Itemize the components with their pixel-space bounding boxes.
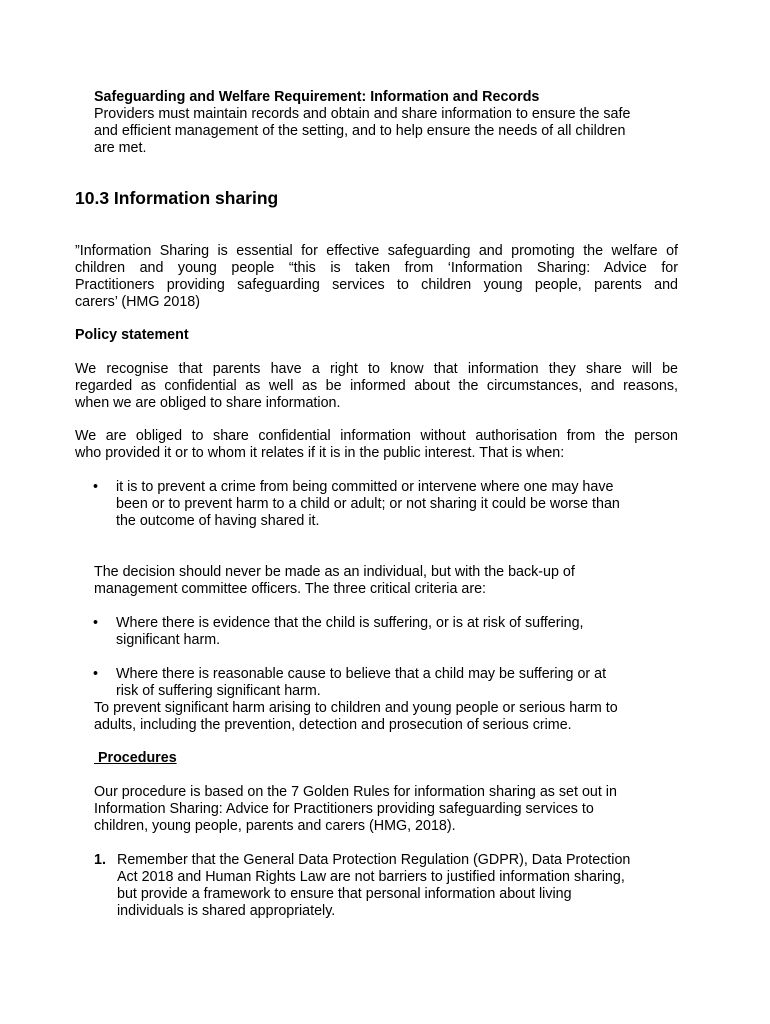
requirement-line-1: Providers must maintain records and obtain and share information to ensure the safe [94, 106, 631, 122]
policy-p1-line-2: regarded as confidential as well as be informed about the circumstances, and reasons, [75, 378, 678, 394]
policy-p1-line-1: We recognise that parents have a right to know that information they share will be [75, 361, 678, 377]
procedures-heading: Procedures [94, 750, 177, 766]
bullet-icon: • [93, 666, 99, 682]
requirement-title: Safeguarding and Welfare Requirement: Information and Records [94, 89, 540, 105]
requirement-line-2: and efficient management of the setting, and to help ensure the needs of all children [94, 123, 626, 139]
item1-line-2: Act 2018 and Human Rights Law are not barriers to justified information sharing, [117, 869, 625, 885]
bullet-text [116, 666, 606, 700]
bullet3-line-1: Where there is reasonable cause to believe that a child may be suffering or at [116, 666, 607, 682]
item1-line-1: Remember that the General Data Protection Regulation (GDPR), Data Protection [117, 852, 631, 868]
bullet1-line-2: been or to prevent harm to a child or adult; or not sharing it could be worse than [116, 496, 620, 512]
item1-line-3: but provide a framework to ensure that personal information about living [117, 886, 572, 902]
decision-line-2: management committee officers. The three critical criteria are: [94, 581, 486, 597]
prevent-line-1: To prevent significant harm arising to children and young people or serious harm to [94, 700, 618, 716]
bullet2-line-1: Where there is evidence that the child is suffering, or is at risk of suffering, [116, 615, 584, 631]
prevent-paragraph [94, 700, 684, 734]
bullet-icon: • [93, 615, 99, 631]
bullet-item-crime [93, 479, 683, 530]
intro-line-2: children and young people “this is taken from ‘Information Sharing: Advice for [75, 260, 678, 276]
numbered-item-1 [94, 852, 684, 920]
procedures-intro-line-3: children, young people, parents and carers (HMG, 2018). [94, 818, 456, 834]
item-number: 1. [94, 852, 106, 868]
item-text [117, 852, 630, 920]
bullet-text [116, 615, 584, 649]
bullet-item-reasonable-cause [93, 666, 683, 700]
bullet1-line-3: the outcome of having shared it. [116, 513, 320, 529]
decision-line-1: The decision should never be made as an individual, but with the back-up of [94, 564, 575, 580]
bullet1-line-1: it is to prevent a crime from being committed or intervene where one may have [116, 479, 614, 495]
decision-paragraph [94, 564, 684, 598]
policy-heading: Policy statement [75, 327, 189, 343]
bullet-item-evidence [93, 615, 683, 649]
intro-line-3: Practitioners providing safeguarding services to children young people, parents and [75, 277, 678, 293]
intro-paragraph [75, 243, 678, 311]
intro-line-4: carers’ (HMG 2018) [75, 294, 200, 310]
procedures-intro [94, 784, 684, 835]
section-heading: 10.3 Information sharing [75, 188, 279, 208]
procedures-intro-line-2: Information Sharing: Advice for Practitioners providing safeguarding services to [94, 801, 594, 817]
item1-line-4: individuals is shared appropriately. [117, 903, 336, 919]
bullet-icon: • [93, 479, 99, 495]
policy-p1-line-3: when we are obliged to share information. [75, 395, 341, 411]
policy-paragraph-1 [75, 361, 678, 412]
policy-p2-line-1: We are obliged to share confidential information without authorisation from the person [75, 428, 678, 444]
procedures-intro-line-1: Our procedure is based on the 7 Golden Rules for information sharing as set out in [94, 784, 617, 800]
intro-line-1: ”Information Sharing is essential for effective safeguarding and promoting the welfare of [75, 243, 678, 259]
prevent-line-2: adults, including the prevention, detection and prosecution of serious crime. [94, 717, 572, 733]
requirement-text [94, 106, 684, 157]
bullet3-line-2: risk of suffering significant harm. [116, 683, 321, 699]
requirement-line-3: are met. [94, 140, 147, 156]
bullet-text [116, 479, 620, 530]
policy-paragraph-2 [75, 428, 678, 462]
policy-p2-line-2: who provided it or to whom it relates if it is in the public interest. That is when: [75, 445, 565, 461]
bullet2-line-2: significant harm. [116, 632, 221, 648]
